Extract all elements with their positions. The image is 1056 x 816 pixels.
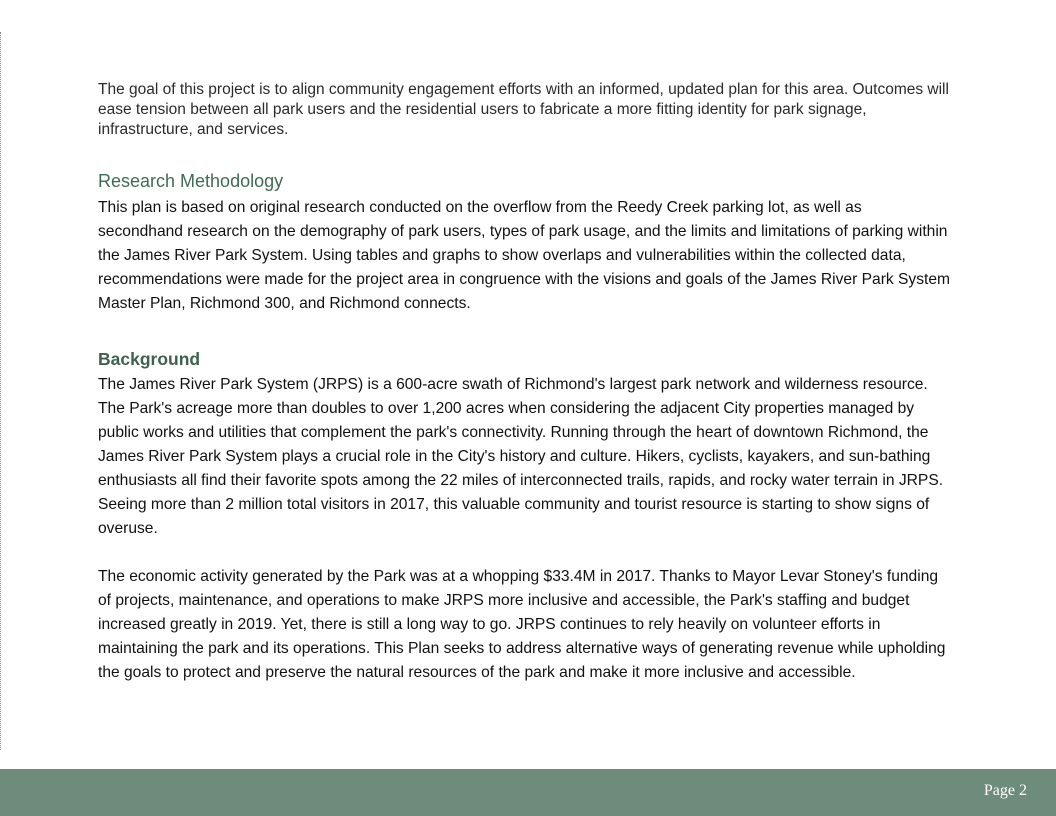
intro-paragraph: The goal of this project is to align community engagement efforts with an informed, updated plan for this area. Outcomes will ease tension between all park users and the residential users to fabricate a more fitting identity for park signage, infrastructure, and services. — [98, 81, 949, 138]
research-methodology-paragraph: This plan is based on original research conducted on the overflow from the Reedy Creek parking lot, as well as secondhand research on the demography of park users, types of park usage, and the limits and limitations of parking within the James River Park System. Using tables and graphs to show overlaps and vulnerabilities within the collected data, recommendations were made for the project area in congruence with the visions and goals of the James River Park System Master Plan, Richmond 300, and Richmond connects. — [98, 199, 951, 312]
background-paragraph-2: The economic activity generated by the Park was at a whopping $33.4M in 2017. Thanks to Mayor Levar Stoney's funding of projects, maintenance, and operations to make JRPS more inclusive and accessible, the Park's staffing and budget increased greatly in 2019. Yet, there is still a long way to go. JRPS continues to rely heavily on volunteer efforts in maintaining the park and its operations. This Plan seeks to address alternative ways of generating revenue while upholding the goals to protect and preserve the natural resources of the park and make it more inclusive and accessible. — [98, 568, 946, 681]
research-methodology-heading: Research Methodology — [98, 171, 284, 191]
margin-rule — [0, 32, 1, 750]
page-content — [98, 80, 950, 685]
page-number: Page 2 — [983, 782, 1027, 799]
footer-bar — [0, 769, 1056, 816]
background-heading: Background — [98, 349, 201, 369]
background-paragraph-1: The James River Park System (JRPS) is a 600-acre swath of Richmond's largest park network and wilderness resource. The Park's acreage more than doubles to over 1,200 acres when considering the adjacent City properties managed by public works and utilities that complement the park's connectivity. Running through the heart of downtown Richmond, the James River Park System plays a crucial role in the City's history and culture. Hikers, cyclists, kayakers, and sun-bathing enthusiasts all find their favorite spots among the 22 miles of interconnected trails, rapids, and rocky water terrain in JRPS. Seeing more than 2 million total visitors in 2017, this valuable community and tourist resource is starting to show signs of overuse. — [98, 376, 944, 537]
